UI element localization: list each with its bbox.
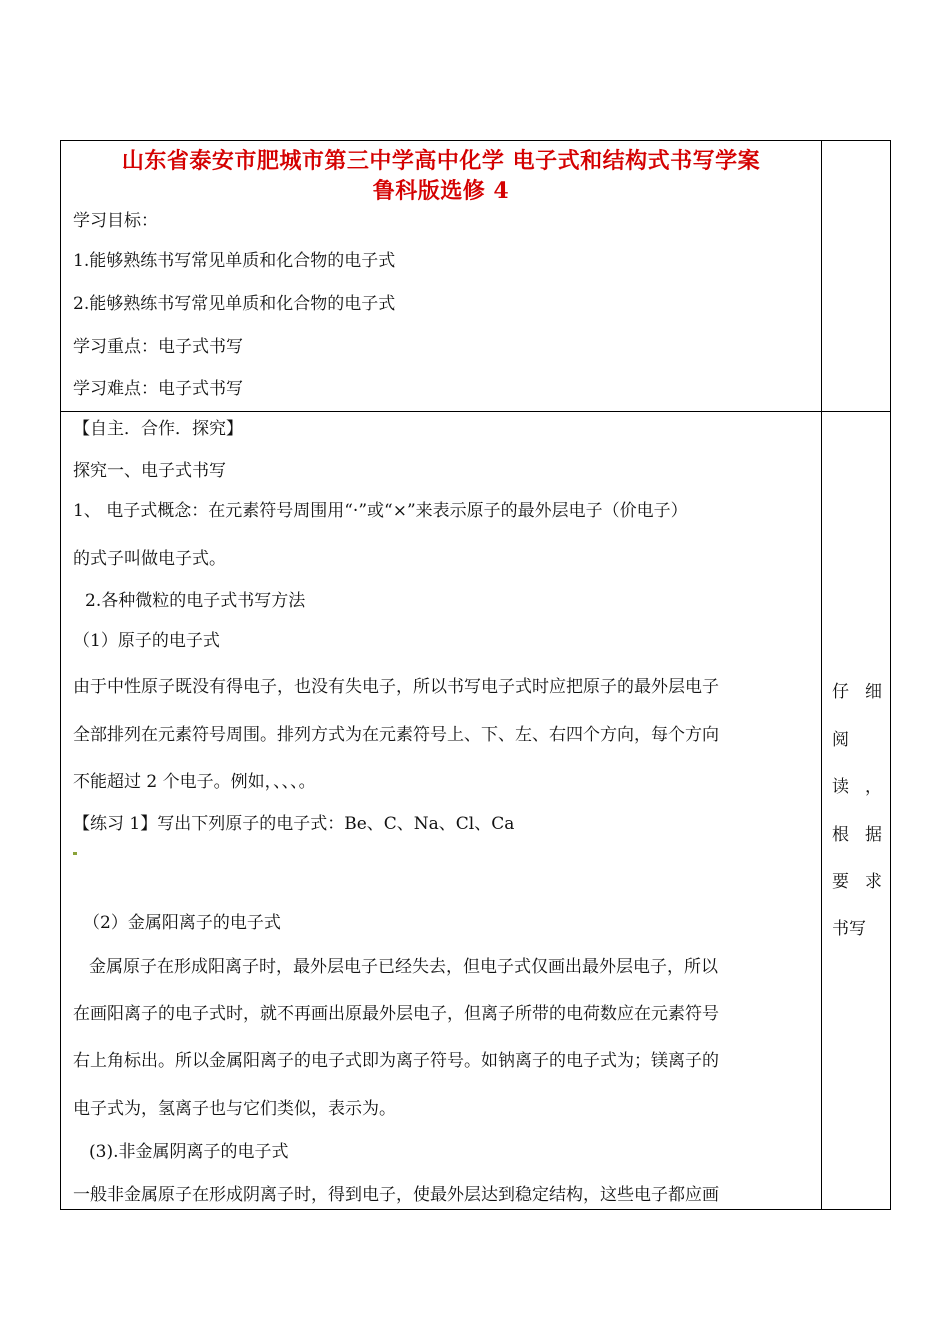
goal-2: 2.能够熟练书写常见单质和化合物的电子式 bbox=[73, 294, 396, 314]
side-char: 书写 bbox=[832, 919, 866, 939]
side-note-row-6 bbox=[832, 914, 882, 939]
cation-para-1: 金属原子在形成阳离子时，最外层电子已经失去，但电子式仅画出最外层电子，所以 bbox=[89, 957, 718, 977]
side-note-row-4 bbox=[832, 820, 882, 845]
side-note-row-5 bbox=[832, 867, 882, 892]
side-char: 求 bbox=[865, 872, 882, 892]
side-char: 据 bbox=[865, 825, 882, 845]
side-note-row-3 bbox=[832, 772, 882, 797]
methods-heading: 2.各种微粒的电子式书写方法 bbox=[85, 591, 306, 611]
title-line-2: 鲁科版选修 4 bbox=[372, 178, 510, 204]
goal-1: 1.能够熟练书写常见单质和化合物的电子式 bbox=[73, 251, 396, 271]
cation-para-4: 电子式为，氢离子也与它们类似，表示为。 bbox=[73, 1099, 396, 1119]
exercise-1: 【练习 1】写出下列原子的电子式：Be、C、Na、Cl、Ca bbox=[73, 814, 515, 834]
header-cell bbox=[61, 141, 822, 412]
focus-line: 学习重点：电子式书写 bbox=[73, 337, 243, 357]
cation-heading: （2）金属阳离子的电子式 bbox=[83, 913, 281, 933]
atom-para-3: 不能超过 2 个电子。例如，、、、。 bbox=[73, 772, 316, 792]
atom-para-2: 全部排列在元素符号周围。排列方式为在元素符号上、下、左、右四个方向，每个方向 bbox=[73, 725, 719, 745]
body-cell bbox=[61, 412, 822, 1210]
side-char: 阅 bbox=[832, 730, 849, 750]
side-note-row-1 bbox=[832, 677, 882, 702]
explore-heading: 探究一、电子式书写 bbox=[73, 461, 226, 481]
side-char: 细 bbox=[865, 682, 882, 702]
side-char: 要 bbox=[832, 872, 849, 892]
side-note-row-2 bbox=[832, 725, 882, 750]
side-char: 仔 bbox=[832, 682, 849, 702]
difficulty-line: 学习难点：电子式书写 bbox=[73, 379, 243, 399]
side-char: 根 bbox=[832, 825, 849, 845]
answer-blank-marker bbox=[73, 852, 77, 855]
atom-heading: （1）原子的电子式 bbox=[73, 631, 220, 651]
side-note-cell bbox=[822, 412, 891, 1210]
header-side-cell bbox=[822, 141, 891, 412]
side-char: ， bbox=[865, 777, 882, 797]
anion-heading: (3).非金属阴离子的电子式 bbox=[89, 1142, 289, 1162]
cation-para-3: 右上角标出。所以金属阳离子的电子式即为离子符号。如钠离子的电子式为；镁离子的 bbox=[73, 1051, 719, 1071]
cation-para-2: 在画阳离子的电子式时，就不再画出原最外层电子，但离子所带的电荷数应在元素符号 bbox=[73, 1004, 719, 1024]
concept-line-a: 1、 电子式概念：在元素符号周围用“·”或“×”来表示原子的最外层电子（价电子） bbox=[73, 501, 688, 521]
worksheet-table bbox=[60, 140, 891, 1210]
anion-para-1: 一般非金属原子在形成阴离子时，得到电子，使最外层达到稳定结构，这些电子都应画 bbox=[73, 1185, 719, 1205]
atom-para-1: 由于中性原子既没有得电子，也没有失电子，所以书写电子式时应把原子的最外层电子 bbox=[73, 677, 719, 697]
section-tag: 【自主．合作．探究】 bbox=[73, 419, 243, 439]
side-char: 读 bbox=[832, 777, 849, 797]
title-line-1: 山东省泰安市肥城市第三中学高中化学 电子式和结构式书写学案 bbox=[121, 148, 761, 174]
concept-line-b: 的式子叫做电子式。 bbox=[73, 549, 226, 569]
goal-label: 学习目标： bbox=[73, 211, 158, 231]
